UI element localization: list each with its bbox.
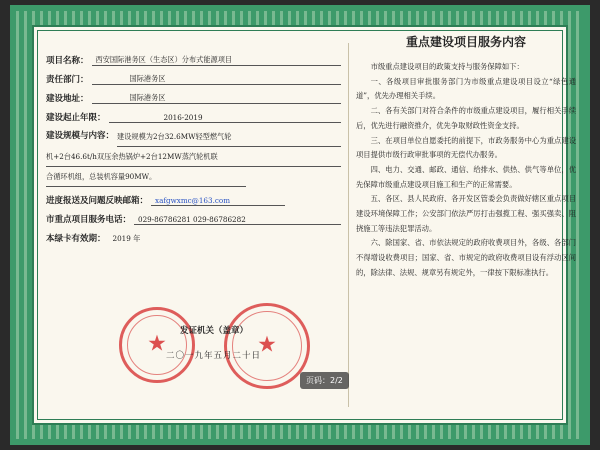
phone-value: 029-86786281 029-86786282: [134, 215, 341, 225]
issue-date: 二〇一九年五月二十日: [166, 351, 262, 361]
service-title: 重点建设项目服务内容: [405, 35, 526, 49]
service-paragraph: 二、各有关部门对符合条件的市级重点建设项目，履行相关手续后，优先进行融资推介，优先争取财政性资金支持。: [356, 106, 576, 130]
email-link[interactable]: xafgwxmc@163.com: [151, 196, 285, 206]
project-name-label: 项目名称：: [46, 56, 89, 66]
email-row: [46, 187, 341, 206]
service-content-panel: [356, 33, 576, 281]
red-seal-right: [224, 303, 310, 389]
service-paragraph: 五、各区、县人民政府、各开发区管委会负责做好辖区重点项目建设环境保障工作；公安部门依法严厉打击强揽工程、强买强卖、阻挠施工等违法犯罪活动。: [356, 194, 576, 233]
red-seal-left: [119, 307, 195, 383]
project-info-panel: [46, 47, 341, 244]
years-value: 2016-2019: [109, 113, 341, 123]
years-row: [46, 104, 341, 123]
scale-line: 建设规模为2台32.6MW轻型燃气轮: [117, 127, 341, 147]
scale-row: [46, 127, 341, 147]
service-paragraph: 三、在项目单位自愿委托的前提下，市政务服务中心为重点建设项目提供市级行政审批事项的无偿代办服务。: [356, 135, 576, 160]
scale-line: 合循环机组，总装机容量90MW。: [46, 167, 246, 187]
scale-label: 建设规模与内容：: [46, 131, 115, 141]
scale-continued: [46, 147, 341, 187]
project-name-value: 西安国际港务区（生态区）分布式能源项目: [92, 55, 341, 66]
dept-value: 国际港务区: [92, 74, 341, 85]
location-label: 建设地址：: [46, 94, 89, 104]
service-paragraph: 六、除国家、省、市依法规定的政府收费项目外，各级、各部门不得增设收费项目；国家、省、市规定的政府收费项目设有浮动区间的，除法律、法规、规章另有规定外，一律按下限标准执行。: [356, 238, 576, 277]
dept-row: [46, 66, 341, 85]
seal-star-icon: ★: [147, 331, 167, 357]
phone-row: [46, 206, 341, 225]
service-paragraph: 市级重点建设项目的政策支持与服务保障如下：: [370, 62, 524, 71]
email-label: 进度报送及问题反映邮箱：: [46, 196, 149, 206]
validity-value: 2019 年: [112, 234, 141, 243]
service-paragraph: 一、各级项目审批服务部门为市级重点建设项目设立“绿色通道”，优先办理相关手续。: [356, 76, 576, 101]
validity-row: [46, 225, 341, 244]
scale-first-line-wrap: [117, 127, 341, 147]
location-row: [46, 85, 341, 104]
seal-star-icon: ★: [257, 332, 277, 358]
certificate-body: [32, 25, 576, 425]
scale-line: 机+2台46.6t/h双压余热锅炉+2台12MW蒸汽轮机联: [46, 147, 341, 167]
page-indicator: 页码：2/2: [300, 372, 349, 389]
location-value: 国际港务区: [92, 93, 341, 104]
issuer-label: 发证机关（盖章）: [180, 326, 249, 336]
project-name-row: [46, 47, 341, 66]
dept-label: 责任部门：: [46, 75, 89, 85]
center-divider: [348, 43, 349, 407]
validity-label: 本绿卡有效期：: [46, 234, 106, 244]
service-paragraph: 四、电力、交通、邮政、通信、给排水、供热、供气等单位，优先保障市级重点建设项目施工和生产的正常需要。: [356, 164, 576, 189]
years-label: 建设起止年限：: [46, 113, 106, 123]
phone-label: 市重点项目服务电话：: [46, 215, 132, 225]
